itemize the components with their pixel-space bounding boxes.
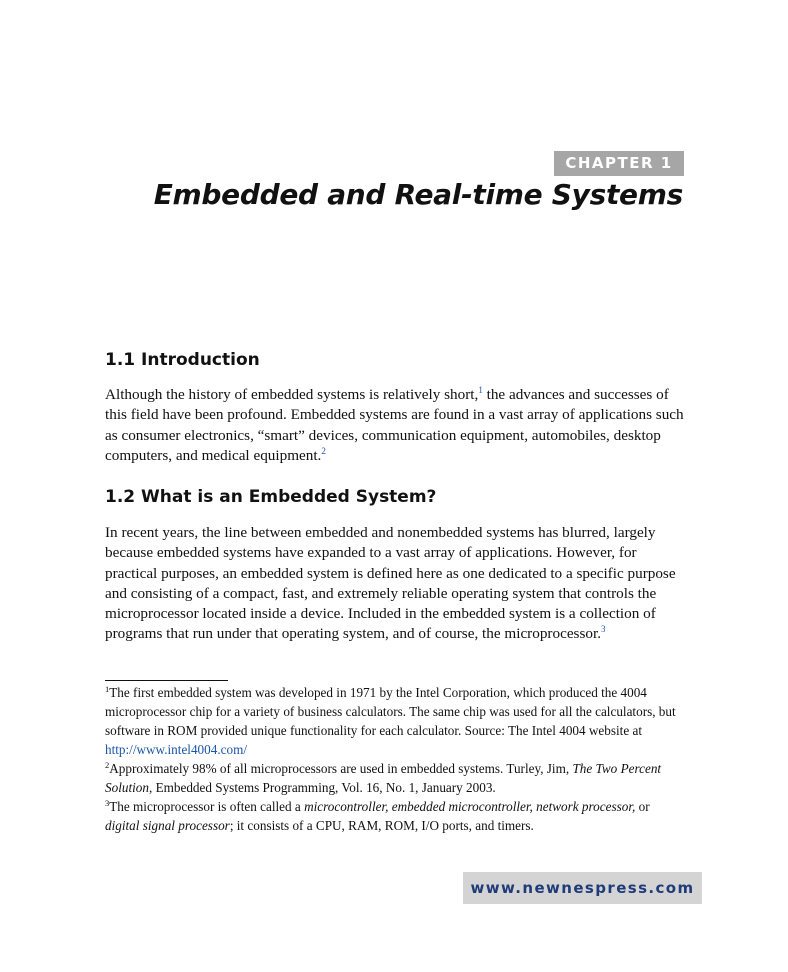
footnote-text: or (635, 799, 650, 814)
footnotes (105, 683, 687, 835)
publisher-website-banner[interactable]: www.newnespress.com (463, 872, 702, 904)
introduction-paragraph (105, 385, 687, 466)
section-heading-what-is-embedded-system: 1.2 What is an Embedded System? (105, 487, 437, 507)
paragraph-text: In recent years, the line between embedded and nonembedded systems has blurred, largely because embedded systems have expanded to a vast array of applications. However, for practical purposes, an embedded system is defined here as one dedicated to a specific purpose and consisting of a compact, fast, and extremely reliable operating system that controls the microprocessor located inside a device. Included in the embedded system is a collection of programs that run under that operating system, and of course, the microprocessor. (105, 524, 676, 643)
footnote-number: 2 (105, 760, 110, 770)
footnote-2 (105, 759, 687, 797)
footnote-italic: digital signal processor (105, 818, 230, 833)
footnote-1 (105, 683, 687, 759)
footnote-text: The microprocessor is often called a (109, 799, 305, 814)
footnote-italic: microcontroller, embedded microcontroller, network processor, (304, 799, 636, 814)
footnote-number: 3 (105, 798, 110, 808)
section-heading-introduction: 1.1 Introduction (105, 350, 260, 370)
paragraph-text: Although the history of embedded systems is relatively short, (105, 386, 479, 403)
chapter-title: Embedded and Real-time Systems (153, 178, 683, 211)
footnote-number: 1 (105, 684, 110, 694)
chapter-label: CHAPTER 1 (554, 151, 684, 176)
footnote-divider (105, 680, 228, 681)
footnote-text: The first embedded system was developed in 1971 by the Intel Corporation, which produced the 4004 microprocessor chip for a variety of business calculators. The same chip was used for all the calculators, but software in ROM provided unique functionality for each calculator. Source: The Intel 4004 website at (105, 685, 676, 738)
footnote-text: Approximately 98% of all microprocessors are used in embedded systems. Turley, Jim, (109, 761, 573, 776)
footnote-text: ; it consists of a CPU, RAM, ROM, I/O ports, and timers. (229, 818, 534, 833)
footnote-3 (105, 797, 687, 835)
definition-paragraph (105, 523, 687, 645)
footnote-ref-3[interactable]: 3 (601, 624, 606, 635)
footnote-ref-1[interactable]: 1 (478, 385, 483, 395)
footnote-ref-2[interactable]: 2 (321, 445, 326, 456)
intel4004-link[interactable]: http://www.intel4004.com/ (105, 742, 247, 757)
footnote-italic: The Two Percent Solution (105, 761, 662, 795)
paragraph-text: the advances and successes of this field have been profound. Embedded systems are found in a vast array of applications such as consumer electronics, “smart” devices, communication equipment, automobiles, desktop computers, and medical equipment. (105, 386, 684, 464)
footnote-text: , Embedded Systems Programming, Vol. 16, No. 1, January 2003. (148, 780, 496, 795)
